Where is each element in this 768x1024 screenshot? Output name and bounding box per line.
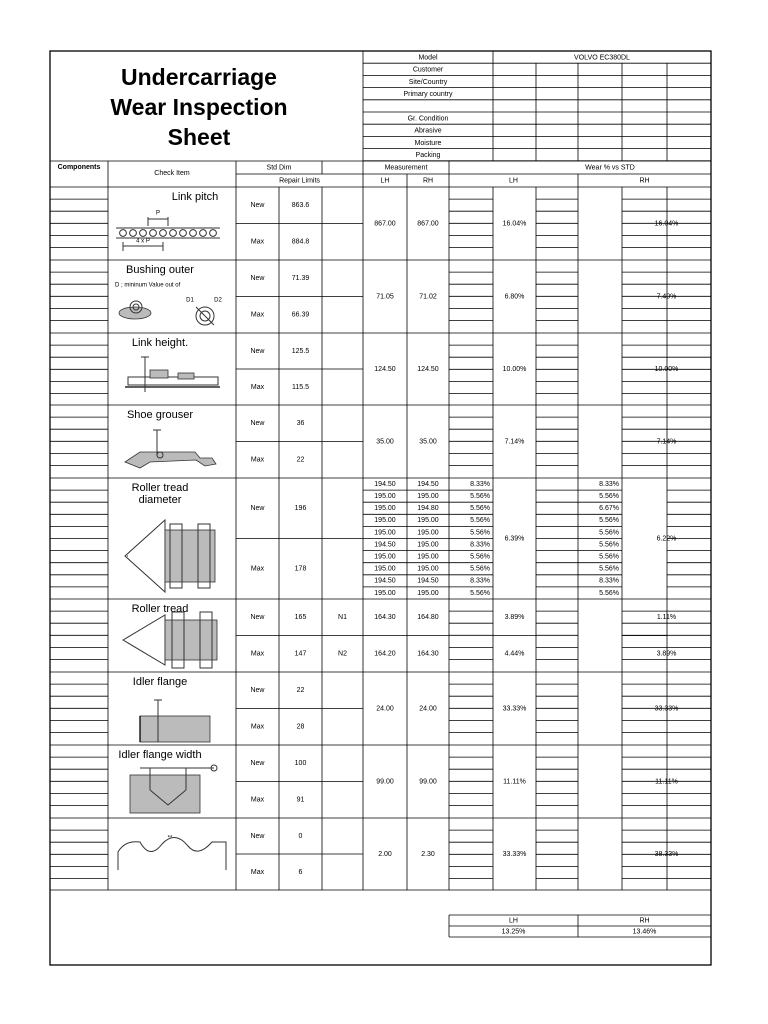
measure-rh: 867.00	[417, 220, 439, 228]
measure-rh: 164.30	[417, 650, 439, 658]
roller-wear-lh: 5.56%	[470, 553, 490, 561]
summary-rh-value: 13.46%	[632, 928, 657, 936]
roller-lh: 195.00	[374, 517, 396, 525]
sketch-label: Bushing outer	[126, 263, 194, 276]
wear-lh: 10.00%	[502, 365, 527, 373]
header-wear: Wear % vs STD	[585, 164, 635, 172]
header-check-item: Check Item	[154, 169, 190, 177]
measure-lh: 24.00	[376, 705, 394, 713]
wear-rh: 38.33%	[654, 850, 679, 858]
roller-lh: 195.00	[374, 565, 396, 573]
max-label: Max	[250, 311, 265, 319]
roller-lh: 194.50	[374, 541, 396, 549]
summary-rh-label: RH	[639, 917, 650, 925]
sketch-label: Roller tread	[131, 602, 189, 615]
std-new-value: 22	[296, 687, 305, 695]
summary-lh-label: LH	[509, 917, 518, 925]
roller-rh: 194.50	[417, 577, 439, 585]
roller-wear-rh: 8.33%	[599, 577, 619, 585]
roller-lh: 195.00	[374, 529, 396, 537]
sketch-label: Shoe grouser	[126, 408, 194, 421]
max-label: Max	[250, 723, 265, 731]
max-label: Max	[250, 868, 265, 876]
measure-lh: 164.30	[374, 614, 396, 622]
info-label: Site/Country	[408, 78, 448, 86]
roller-wear-lh: 8.33%	[470, 577, 490, 585]
roller-wear-rh: 5.56%	[599, 553, 619, 561]
info-label: Model	[418, 54, 438, 62]
measure-rh: 35.00	[419, 438, 437, 446]
std-new-value: 100	[294, 760, 307, 768]
info-label: Abrasive	[414, 127, 442, 135]
wear-rh-average: 6.22%	[656, 535, 677, 543]
roller-tread-diameter-drawing	[125, 520, 215, 592]
measure-rh: 124.50	[417, 365, 439, 373]
std-max-value: 91	[296, 796, 305, 804]
roller-wear-rh: 5.56%	[599, 541, 619, 549]
sketch-label: Idler flange width	[118, 748, 202, 761]
measure-rh: 99.00	[419, 778, 437, 786]
sketch-label: Link height.	[131, 336, 189, 349]
measure-lh: 99.00	[376, 778, 394, 786]
roller-lh: 195.00	[374, 589, 396, 597]
link-height-drawing	[125, 357, 220, 392]
roller-wear-lh: 5.56%	[470, 505, 490, 513]
new-label: New	[250, 687, 265, 695]
header-std-dim: Std Dim	[266, 164, 292, 172]
sketch-label: diameter	[138, 493, 182, 506]
bushing-outer-drawing	[115, 283, 222, 325]
wear-rh: 33.33%	[654, 705, 679, 713]
roller-wear-lh: 5.56%	[470, 492, 490, 500]
wear-lh: 33.33%	[502, 850, 527, 858]
wear-rh: 16.04%	[654, 220, 679, 228]
header-meas-rh: RH	[422, 177, 434, 185]
roller-lh: 195.00	[374, 492, 396, 500]
inspection-item	[50, 818, 711, 890]
table-header	[50, 161, 711, 187]
roller-wear-lh: 5.56%	[470, 565, 490, 573]
max-label: Max	[250, 238, 265, 246]
wear-rh: 3.89%	[656, 650, 677, 658]
new-label: New	[250, 202, 265, 210]
roller-tread-drawing	[123, 612, 217, 668]
info-label: Gr. Condition	[407, 115, 449, 123]
sketch-label: Idler flange	[132, 675, 188, 688]
wear-lh: 16.04%	[502, 220, 527, 228]
new-label: New	[250, 832, 265, 840]
wear-rh: 10.00%	[654, 365, 679, 373]
std-max-value: 178	[294, 565, 307, 573]
info-label: Packing	[415, 152, 441, 160]
bushing-note: D ; mininum Value out of	[115, 282, 181, 289]
measure-rh: 24.00	[419, 705, 437, 713]
wear-lh: 7.14%	[504, 438, 525, 446]
title-line: Sheet	[167, 124, 231, 151]
roller-wear-rh: 6.67%	[599, 505, 619, 513]
std-new-value: 863.6	[291, 202, 310, 210]
measure-lh: 71.05	[376, 293, 394, 301]
wear-rh: 1.11%	[656, 614, 677, 622]
title-line: Undercarriage	[121, 64, 277, 91]
roller-wear-lh: 5.56%	[470, 589, 490, 597]
sheet-title	[110, 64, 287, 150]
roller-rh: 195.00	[417, 553, 439, 561]
wear-rh: 7.14%	[656, 438, 677, 446]
pitch-label: P	[155, 210, 161, 217]
measure-lh: 164.20	[374, 650, 396, 658]
inspection-item	[50, 187, 711, 260]
tooth-profile-drawing	[118, 836, 226, 870]
info-label: Moisture	[414, 139, 442, 147]
roller-wear-lh: 8.33%	[470, 541, 490, 549]
d2-label: D2	[214, 297, 222, 304]
roller-wear-rh: 5.56%	[599, 565, 619, 573]
header-measurement: Measurement	[384, 164, 428, 172]
roller-rh: 195.00	[417, 565, 439, 573]
measure-lh: 124.50	[374, 365, 396, 373]
sketch-label: Roller tread	[131, 481, 189, 494]
roller-wear-rh: 5.56%	[599, 529, 619, 537]
max-label: Max	[250, 565, 265, 573]
wear-lh: 6.80%	[504, 293, 525, 301]
inspection-item	[50, 333, 711, 405]
new-label: New	[250, 420, 265, 428]
roller-rh: 194.50	[417, 480, 439, 488]
roller-rh: 195.00	[417, 589, 439, 597]
std-max-value: 28	[296, 723, 305, 731]
summary-lh-value: 13.25%	[501, 928, 526, 936]
roller-rh: 194.80	[417, 505, 439, 513]
roller-lh: 194.50	[374, 577, 396, 585]
std-max-value: 884.8	[291, 238, 310, 246]
max-label: Max	[250, 650, 265, 658]
measure-rh: 71.02	[419, 293, 437, 301]
std-new-value: 125.5	[291, 347, 310, 355]
std-new-value: 71.39	[291, 275, 310, 283]
info-block	[363, 51, 711, 161]
shoe-grouser-drawing	[125, 430, 216, 468]
header-meas-lh: LH	[380, 177, 390, 185]
wear-lh: 11.11%	[503, 778, 526, 786]
new-label: New	[250, 275, 265, 283]
wear-lh: 3.89%	[504, 614, 525, 622]
pitch-4p-label: 4 x P	[136, 238, 150, 245]
roller-wear-lh: 5.56%	[470, 529, 490, 537]
header-wear-rh: RH	[639, 177, 650, 185]
info-value: VOLVO EC380DL	[574, 54, 630, 62]
std-max-value: 66.39	[291, 311, 310, 319]
max-label: Max	[250, 796, 265, 804]
d1-label: D1	[186, 297, 194, 304]
roller-wear-rh: 5.56%	[599, 589, 619, 597]
wear-lh: 4.44%	[504, 650, 525, 658]
info-label: Primary country	[403, 91, 453, 99]
header-repair-limits: Repair Limits	[279, 177, 320, 185]
std-max-value: 147	[294, 650, 307, 658]
new-label: New	[250, 614, 265, 622]
measure-lh: 867.00	[374, 220, 396, 228]
max-label: Max	[250, 383, 265, 391]
roller-rh: 195.00	[417, 492, 439, 500]
wear-lh: 33.33%	[502, 705, 527, 713]
position-label: N2	[338, 650, 347, 658]
title-line: Wear Inspection	[110, 94, 288, 121]
roller-rh: 195.00	[417, 529, 439, 537]
measure-rh: 164.80	[417, 614, 439, 622]
wear-lh-average: 6.39%	[504, 535, 525, 543]
inspection-item	[50, 478, 711, 599]
tooth-mark: **	[167, 835, 173, 842]
new-label: New	[250, 347, 265, 355]
new-label: New	[250, 505, 265, 513]
std-new-value: 36	[296, 420, 305, 428]
max-label: Max	[250, 456, 265, 464]
std-max-value: 6	[298, 868, 303, 876]
std-max-value: 22	[296, 456, 305, 464]
roller-wear-rh: 5.56%	[599, 492, 619, 500]
header-components: Components	[57, 163, 101, 171]
measure-rh: 2.30	[421, 850, 435, 858]
std-max-value: 115.5	[292, 383, 309, 391]
roller-rh: 195.00	[417, 541, 439, 549]
roller-lh: 195.00	[374, 553, 396, 561]
summary	[449, 915, 711, 937]
header-wear-lh: LH	[509, 177, 518, 185]
roller-rh: 195.00	[417, 517, 439, 525]
measure-lh: 2.00	[378, 850, 392, 858]
idler-flange-width-drawing	[130, 765, 217, 813]
info-label: Customer	[412, 66, 444, 74]
inspection-item	[50, 405, 711, 478]
wear-rh: 11.11%	[655, 778, 678, 786]
position-label: N1	[338, 614, 347, 622]
sketch-label: Link pitch	[171, 190, 219, 203]
new-label: New	[250, 760, 265, 768]
roller-lh: 195.00	[374, 505, 396, 513]
roller-wear-lh: 8.33%	[470, 480, 490, 488]
roller-wear-rh: 8.33%	[599, 480, 619, 488]
std-new-value: 165	[294, 614, 307, 622]
std-new-value: 0	[298, 832, 303, 840]
inspection-item	[50, 599, 711, 672]
idler-flange-drawing	[140, 700, 210, 742]
wear-rh: 7.40%	[656, 293, 677, 301]
roller-wear-lh: 5.56%	[470, 517, 490, 525]
measure-lh: 35.00	[376, 438, 394, 446]
inspection-item	[50, 260, 711, 333]
link-pitch-drawing	[116, 211, 220, 251]
roller-wear-rh: 5.56%	[599, 517, 619, 525]
roller-lh: 194.50	[374, 480, 396, 488]
std-new-value: 196	[294, 505, 307, 513]
